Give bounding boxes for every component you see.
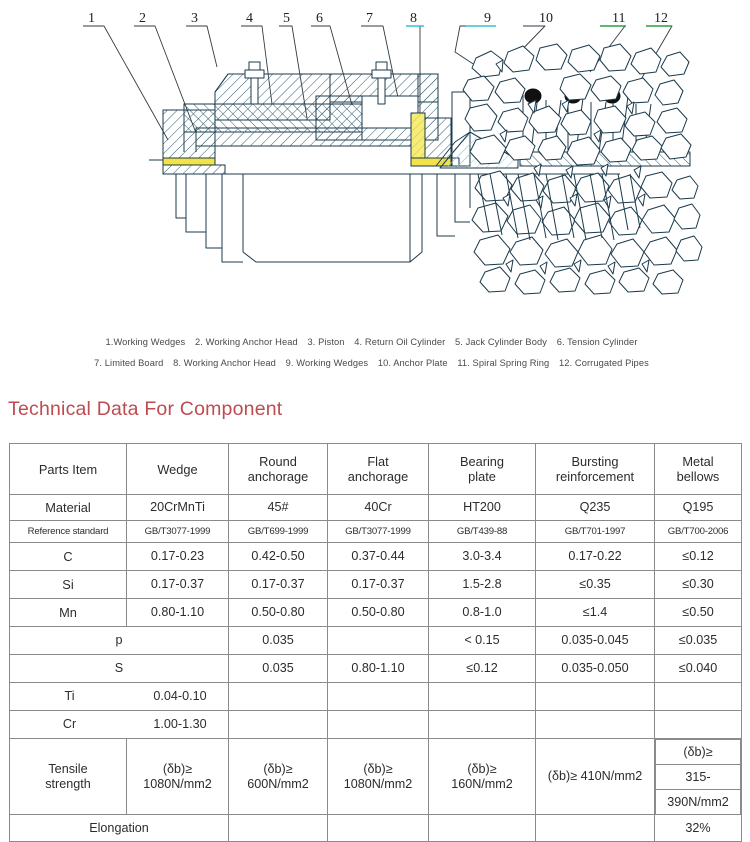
callout-number-12: 12 <box>654 11 668 26</box>
cell-cr-bellows <box>655 711 742 739</box>
cell-si-bearing: 1.5-2.8 <box>429 571 536 599</box>
cell-ti-flat <box>328 683 429 711</box>
table-row <box>10 495 742 521</box>
cell-s-round: 0.035 <box>229 655 328 683</box>
technical-data-table <box>9 443 741 842</box>
caption-item: 11. Spiral Spring Ring <box>457 358 550 368</box>
header-line-2: plate <box>468 469 496 484</box>
cell-s-bellows: ≤0.040 <box>655 655 742 683</box>
row-cr-merged <box>10 711 229 739</box>
column-header-parts-item <box>10 444 127 495</box>
cell-ti-bellows <box>655 683 742 711</box>
cell-elongation-flat <box>328 815 429 842</box>
cell-ti-bursting <box>536 683 655 711</box>
cell-s-bursting: 0.035-0.050 <box>536 655 655 683</box>
cell-refstd-bearing: GB/T439-88 <box>429 521 536 543</box>
callout-number-6: 6 <box>316 11 323 26</box>
cell-tensile-wedge <box>127 739 229 815</box>
header-line-2: reinforcement <box>555 469 635 484</box>
table-row <box>10 599 742 627</box>
cell-p-bearing: < 0.15 <box>429 627 536 655</box>
value-line-2: 1080N/mm2 <box>143 776 212 791</box>
cell-cr-flat <box>328 711 429 739</box>
bellows-inner <box>655 739 741 814</box>
cell-p-flat <box>328 627 429 655</box>
callout-number-8: 8 <box>410 11 417 26</box>
caption-item: 5. Jack Cylinder Body <box>455 337 548 347</box>
cell-c-bellows: ≤0.12 <box>655 543 742 571</box>
row-label-si: Si <box>10 571 127 599</box>
column-header-bursting-reinforcement <box>536 444 655 495</box>
cell-elongation-bursting <box>536 815 655 842</box>
cell-refstd-bellows: GB/T700-2006 <box>655 521 742 543</box>
row-label-p: p <box>10 627 229 655</box>
cell-material-wedge: 20CrMnTi <box>127 495 229 521</box>
column-header-bearing-plate <box>429 444 536 495</box>
callout-number-2: 2 <box>139 11 146 26</box>
header-line-1: Bursting <box>571 454 619 469</box>
cell-material-round: 45# <box>229 495 328 521</box>
caption-item: 2. Working Anchor Head <box>194 337 298 347</box>
cell-tensile-flat <box>328 739 429 815</box>
cell-c-wedge: 0.17-0.23 <box>127 543 229 571</box>
caption-item: 12. Corrugated Pipes <box>558 358 649 368</box>
callout-numbers <box>88 11 668 26</box>
row-label-c: C <box>10 543 127 571</box>
cell-c-flat: 0.37-0.44 <box>328 543 429 571</box>
cell-si-wedge: 0.17-0.37 <box>127 571 229 599</box>
column-header-round-anchorage <box>229 444 328 495</box>
cell-s-bearing: ≤0.12 <box>429 655 536 683</box>
cell-refstd-round: GB/T699-1999 <box>229 521 328 543</box>
cell-mn-round: 0.50-0.80 <box>229 599 328 627</box>
header-line-2: anchorage <box>247 469 309 484</box>
value-line-2: 1080N/mm2 <box>343 776 413 791</box>
cylinder-block <box>184 62 438 158</box>
cell-cr-wedge: 1.00-1.30 <box>153 717 207 731</box>
cell-mn-bellows: ≤0.50 <box>655 599 742 627</box>
header-line-1: Metal <box>682 454 714 469</box>
concrete-aggregate <box>463 44 702 294</box>
cell-c-round: 0.42-0.50 <box>229 543 328 571</box>
column-header-flat-anchorage <box>328 444 429 495</box>
header-line-2: bellows <box>676 469 720 484</box>
cell-tensile-bearing <box>429 739 536 815</box>
cell-mn-flat: 0.50-0.80 <box>328 599 429 627</box>
cell-si-bellows: ≤0.30 <box>655 571 742 599</box>
cell-material-flat: 40Cr <box>328 495 429 521</box>
callout-number-11: 11 <box>612 11 626 26</box>
row-ti-merged <box>10 683 229 711</box>
row-label-mn: Mn <box>10 599 127 627</box>
table-row <box>10 815 742 842</box>
header-line-1: Wedge <box>157 461 198 477</box>
header-line-1: Bearing <box>459 454 505 469</box>
cell-p-round: 0.035 <box>229 627 328 655</box>
cell-material-bursting: Q235 <box>536 495 655 521</box>
column-header-wedge <box>127 444 229 495</box>
caption-item: 7. Limited Board <box>94 358 164 368</box>
cell-si-flat: 0.17-0.37 <box>328 571 429 599</box>
bellows-line-2: 315- <box>656 765 741 790</box>
cell-s-flat: 0.80-1.10 <box>328 655 429 683</box>
value-line-2: 160N/mm2 <box>451 776 513 791</box>
header-line-1: Round <box>259 454 297 469</box>
cell-c-bearing: 3.0-3.4 <box>429 543 536 571</box>
table-row <box>10 711 742 739</box>
table-row <box>10 543 742 571</box>
table-row <box>10 571 742 599</box>
column-header-metal-bellows <box>655 444 742 495</box>
cell-si-bursting: ≤0.35 <box>536 571 655 599</box>
caption-item: 10. Anchor Plate <box>377 358 448 368</box>
table-row <box>10 521 742 543</box>
value-line-1: (δb)≥ <box>363 761 393 776</box>
cell-material-bearing: HT200 <box>429 495 536 521</box>
cell-elongation-bearing <box>429 815 536 842</box>
row-label-tensile-strength <box>10 739 127 815</box>
bellows-line-3: 390N/mm2 <box>656 790 741 815</box>
row-label-material: Material <box>10 495 127 521</box>
cell-tensile-round <box>229 739 328 815</box>
callout-number-1: 1 <box>88 11 95 26</box>
cell-c-bursting: 0.17-0.22 <box>536 543 655 571</box>
diagram-caption <box>0 332 750 374</box>
cell-ti-bearing <box>429 683 536 711</box>
cell-cr-bearing <box>429 711 536 739</box>
caption-line-2 <box>0 353 750 374</box>
technical-diagram <box>0 0 750 325</box>
caption-line-1 <box>0 332 750 353</box>
cell-cr-round <box>229 711 328 739</box>
callout-number-4: 4 <box>246 11 253 26</box>
caption-item: 3. Piston <box>307 337 345 347</box>
callout-number-7: 7 <box>366 11 373 26</box>
page-title: Technical Data For Component <box>8 398 283 420</box>
caption-item: 4. Return Oil Cylinder <box>354 337 446 347</box>
bellows-line-1: (δb)≥ <box>656 740 741 765</box>
tensile-label-line-1: Tensile <box>48 761 88 776</box>
cell-p-bellows: ≤0.035 <box>655 627 742 655</box>
cell-mn-bearing: 0.8-1.0 <box>429 599 536 627</box>
table-row <box>10 655 742 683</box>
table-row <box>10 739 742 815</box>
cell-refstd-flat: GB/T3077-1999 <box>328 521 429 543</box>
value-line-1: (δb)≥ <box>467 761 497 776</box>
callout-number-3: 3 <box>191 11 198 26</box>
cell-refstd-bursting: GB/T701-1997 <box>536 521 655 543</box>
cell-si-round: 0.17-0.37 <box>229 571 328 599</box>
cell-refstd-wedge: GB/T3077-1999 <box>127 521 229 543</box>
ti-inner <box>10 687 232 706</box>
cell-ti-wedge: 0.04-0.10 <box>153 689 207 703</box>
table-header-row <box>10 444 742 495</box>
cell-p-bursting: 0.035-0.045 <box>536 627 655 655</box>
caption-item: 9. Working Wedges <box>285 358 369 368</box>
value-line-2: 600N/mm2 <box>247 776 309 791</box>
row-label-reference-standard: Reference standard <box>10 521 127 543</box>
header-line-2: anchorage <box>347 469 409 484</box>
caption-item: 1.Working Wedges <box>105 337 186 347</box>
value-line-1: (δb)≥ <box>263 761 293 776</box>
callout-number-10: 10 <box>539 11 553 26</box>
cell-tensile-bursting: (δb)≥ 410N/mm2 <box>536 739 655 815</box>
callout-number-5: 5 <box>283 11 290 26</box>
jack-assembly-drawing <box>0 0 750 325</box>
tensile-label-line-2: strength <box>45 776 91 791</box>
value-line-1: (δb)≥ <box>162 761 193 776</box>
cell-cr-bursting <box>536 711 655 739</box>
caption-item: 8. Working Anchor Head <box>173 358 276 368</box>
row-label-elongation: Elongation <box>10 815 229 842</box>
cell-tensile-bellows <box>655 739 742 815</box>
table-row <box>10 683 742 711</box>
cell-mn-wedge: 0.80-1.10 <box>127 599 229 627</box>
header-line-1: Parts Item <box>38 461 98 477</box>
cell-material-bellows: Q195 <box>655 495 742 521</box>
table-row <box>10 627 742 655</box>
callout-number-9: 9 <box>484 11 491 26</box>
cell-mn-bursting: ≤1.4 <box>536 599 655 627</box>
row-label-ti: Ti <box>64 689 75 703</box>
cell-elongation-round <box>229 815 328 842</box>
cell-elongation-bellows: 32% <box>655 815 742 842</box>
caption-item: 6. Tension Cylinder <box>556 337 638 347</box>
cell-ti-round <box>229 683 328 711</box>
cr-inner <box>10 715 232 734</box>
row-label-cr: Cr <box>62 717 77 731</box>
header-line-1: Flat <box>367 454 389 469</box>
row-label-s: S <box>10 655 229 683</box>
